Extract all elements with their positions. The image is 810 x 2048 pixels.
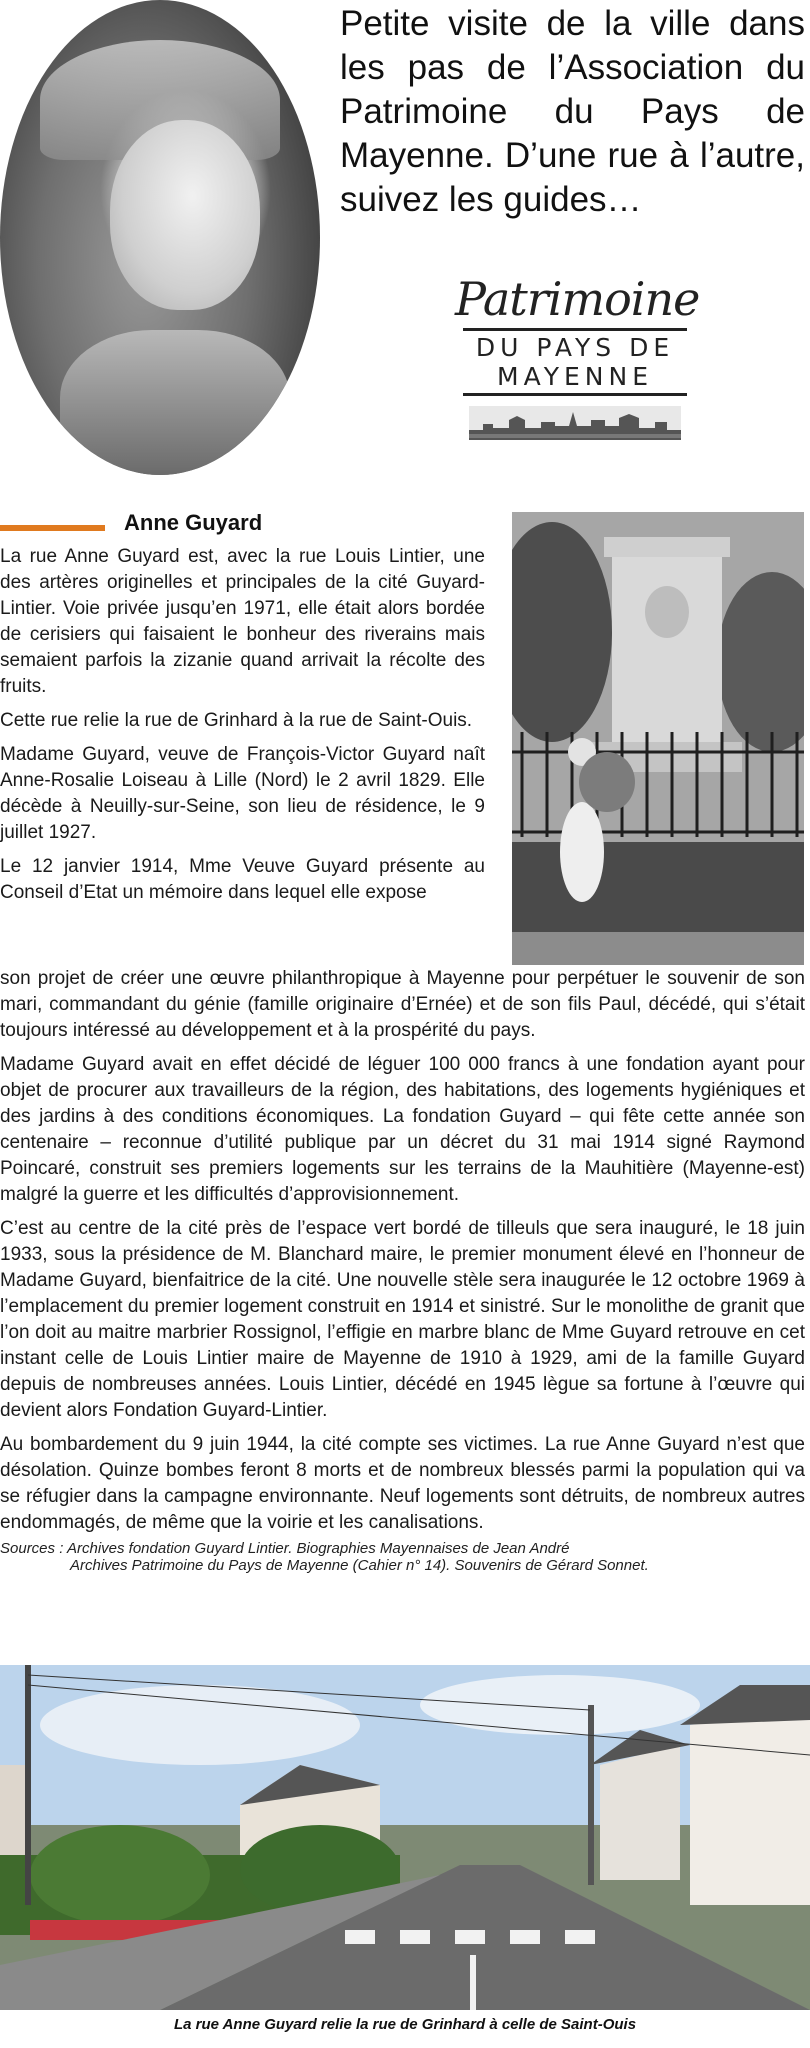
intro-text: Petite visite de la ville dans les pas de l’Association du Patrimoine du Pays de Mayenne. D’une rue à l’autre, suivez les guides…: [340, 4, 805, 219]
sources-line-2: Archives Patrimoine du Pays de Mayenne (Cahier n° 14). Souvenirs de Gérard Sonnet.: [70, 1557, 649, 1574]
paragraph: La rue Anne Guyard est, avec la rue Louis Lintier, une des artères originelles et principales de la cité Guyard-Lintier. Voie privée jusqu’en 1971, elle était alors bordée de cerisiers qui faisaient le bonheur des riverains mais semaient parfois la zizanie quand arrivait la récolte des fruits.: [0, 546, 485, 697]
photo-caption: La rue Anne Guyard relie la rue de Grinhard à celle de Saint-Ouis: [173, 2016, 637, 2033]
paragraph: Madame Guyard avait en effet décidé de léguer 100 000 francs à une fondation ayant pour objet de procurer aux travailleurs de la région, des habitations, des logements hygiéniques et des jardins à des conditions économiques. La fondation Guyard – qui fête cette année son centenaire – reconnue d’utilité publique par un décret du 31 mai 1914 signé Raymond Poincaré, construit ses premiers logements sur les terrains de la Mauhitière (Mayenne-est) malgré la guerre et les difficultés d’approvisionnement.: [0, 1054, 805, 1205]
street-photo: [0, 1665, 810, 2010]
article-title: Anne Guyard: [124, 510, 263, 535]
article-col-narrow: [0, 544, 485, 906]
logo-line-2: MAYENNE: [497, 362, 653, 391]
paragraph: C’est au centre de la cité près de l’espace vert bordé de tilleuls que sera inauguré, le 18 juin 1933, sous la présidence de M. Blanchard maire, le premier monument élevé en l’honneur de Madame Guyard, bienfaitrice de la cité. Une nouvelle stèle sera inaugurée le 12 octobre 1969 à l’emplacement du premier logement construit en 1914 et sinistré. Sur le monolithe de granit que l’on doit au maitre marbrier Rossignol, l’effigie en marbre blanc de Mme Guyard retrouve en cet instant celle de Louis Lintier maire de Mayenne de 1910 à 1929, ami de la famille Guyard depuis de nombreuses années. Louis Lintier, décédé en 1945 lègue sa fortune à l’œuvre qui devient alors Fondation Guyard-Lintier.: [0, 1218, 805, 1421]
sources-line-1: Sources : Archives fondation Guyard Lintier. Biographies Mayennaises de Jean André: [0, 1540, 570, 1557]
accent-bar: [0, 525, 105, 531]
monument-photo: [512, 512, 804, 965]
logo-line-1: DU PAYS DE: [475, 333, 675, 362]
logo-script: Patrimoine: [455, 272, 700, 326]
skyline-icon: [469, 406, 681, 440]
patrimoine-logo: [455, 272, 700, 472]
paragraph: Madame Guyard, veuve de François-Victor Guyard naît Anne-Rosalie Loiseau à Lille (Nord) le 2 avril 1829. Elle décède à Neuilly-sur-Seine, son lieu de résidence, le 9 juillet 1927.: [0, 744, 485, 843]
paragraph: Au bombardement du 9 juin 1944, la cité compte ses victimes. La rue Anne Guyard n’est que désolation. Quinze bombes feront 8 morts et de nombreux blessés parmi la population qui va se réfugier dans la campagne environnante. Neuf logements sont détruits, de nombreux autres endommagés, de même que la voirie et les canalisations.: [0, 1434, 805, 1533]
article-col-wide: [0, 966, 805, 1574]
portrait-medallion: [0, 0, 320, 475]
paragraph: Le 12 janvier 1914, Mme Veuve Guyard présente au Conseil d’Etat un mémoire dans lequel elle expose: [0, 856, 485, 903]
paragraph: Cette rue relie la rue de Grinhard à la rue de Saint-Ouis.: [0, 710, 473, 731]
paragraph: son projet de créer une œuvre philanthropique à Mayenne pour perpétuer le souvenir de son mari, commandant du génie (famille originaire d’Ernée) et de son fils Paul, décédé, qui s’était toujours intéressé au développement et à la prospérité du pays.: [0, 968, 805, 1041]
